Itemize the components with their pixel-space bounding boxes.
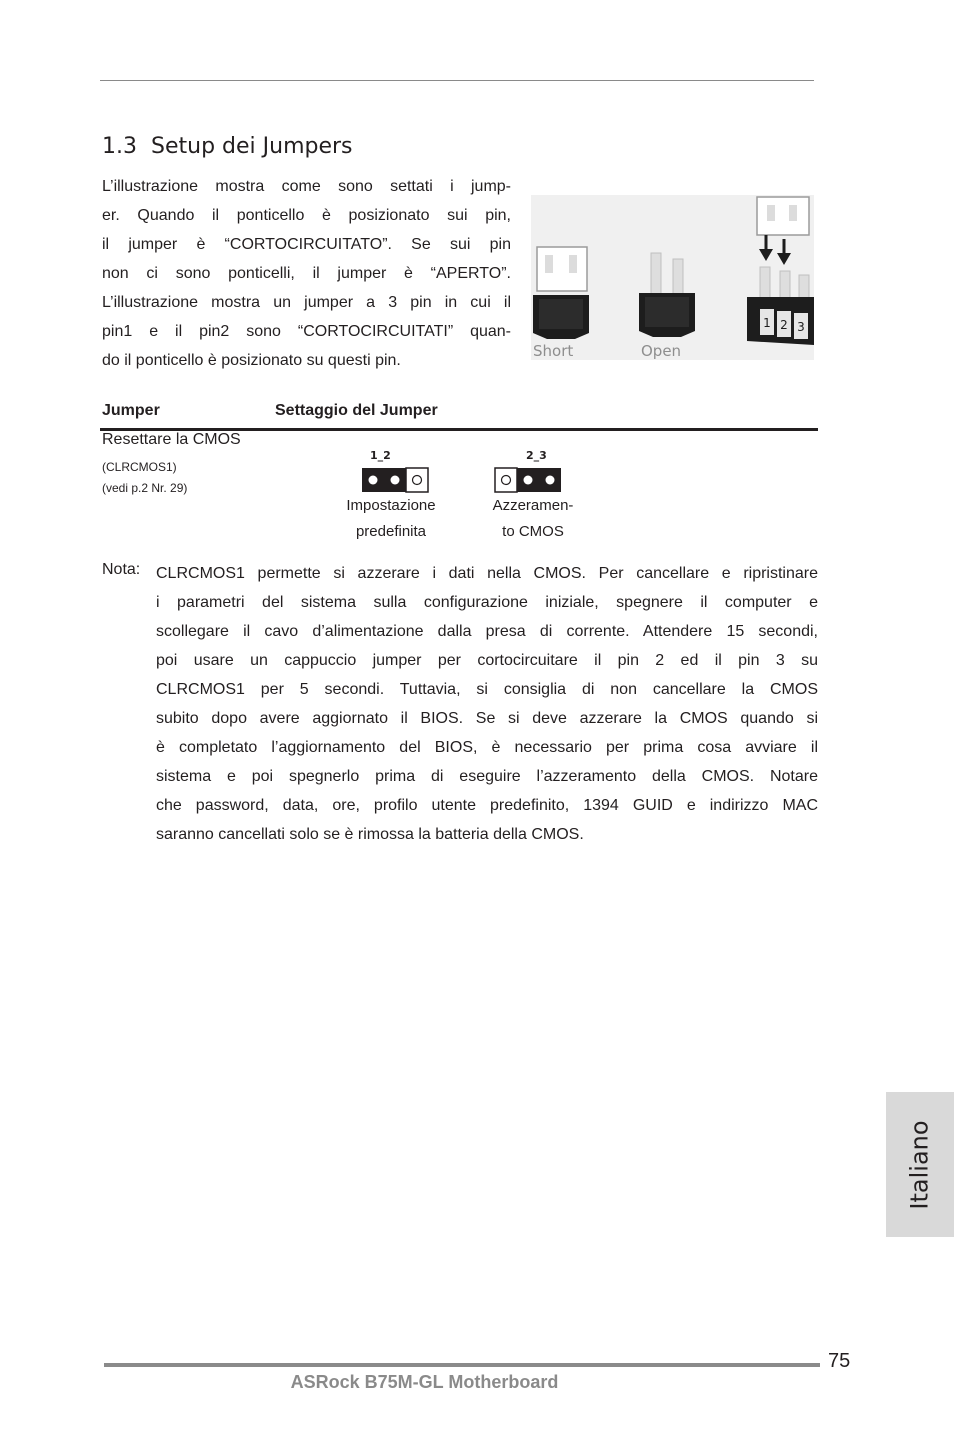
open-jumper-graphic (639, 253, 695, 337)
section-heading (102, 134, 353, 159)
caption-line: predefinita (355, 523, 427, 540)
intro-paragraph (102, 172, 511, 375)
pin-2-label: 2 (780, 318, 788, 332)
caption-line: Impostazione (346, 497, 436, 514)
intro-line: L’illustrazione mostra come sono settati i jump- (102, 178, 511, 195)
jumper-illustration (531, 195, 814, 360)
note-line: subito dopo avere aggiornato il BIOS. Se si deve azzerare la CMOS quando si (156, 710, 818, 727)
intro-line: do il ponticello è posizionato su questi pin. (102, 352, 401, 369)
pin-1-label: 1 (763, 316, 771, 330)
intro-line: non ci sono ponticelli, il jumper è “APERTO”. (102, 265, 511, 282)
table-header-jumper: Jumper (102, 402, 160, 419)
section-title: Setup dei Jumpers (151, 134, 353, 159)
pin-3-label: 3 (797, 320, 805, 334)
note-line: che password, data, ore, profilo utente predefinito, 1394 GUID e indirizzo MAC (156, 797, 818, 814)
intro-line: L’illustrazione mostra un jumper a 3 pin in cui il (102, 294, 511, 311)
section-number: 1.3 (102, 134, 137, 159)
top-rule (100, 80, 814, 81)
short-jumper-graphic (533, 247, 589, 339)
three-pin-jumper-graphic (747, 197, 814, 345)
caption-line: Azzeramen- (492, 497, 574, 514)
intro-line: il jumper è “CORTOCIRCUITATO”. Se sui pin (102, 236, 511, 253)
footer-title: ASRock B75M-GL Motherboard (290, 1372, 559, 1392)
jumper-name: Resettare la CMOS (102, 431, 241, 448)
note-line: saranno cancellati solo se è rimossa la batteria della CMOS. (156, 826, 584, 843)
intro-line: er. Quando il ponticello è posizionato sui pin, (102, 207, 511, 224)
page-number: 75 (828, 1350, 851, 1372)
pins-1-2-label: 1_2 (370, 449, 391, 462)
jumper-2-3-icon (494, 467, 562, 493)
open-label: Open (641, 342, 682, 360)
table-header-setting: Settaggio del Jumper (275, 402, 438, 419)
setting-default-caption (326, 493, 456, 545)
setting-clear-caption (468, 493, 598, 545)
note-paragraph (156, 559, 818, 849)
note-line: CLRCMOS1 per 5 secondi. Tuttavia, si consiglia di non cancellare la CMOS (156, 681, 818, 698)
note-line: CLRCMOS1 permette si azzerare i dati nella CMOS. Per cancellare e ripristinare (156, 565, 818, 582)
pins-2-3-label: 2_3 (526, 449, 547, 462)
jumper-id: (CLRCMOS1) (102, 460, 177, 474)
short-label: Short (533, 342, 574, 360)
language-tab-label-wrap (886, 1092, 954, 1237)
note-line: scollegare il cavo d’alimentazione dalla presa di corrente. Attendere 15 secondi, (156, 623, 818, 640)
jumper-1-2-icon (361, 467, 429, 493)
caption-line: to CMOS (502, 523, 564, 540)
note-line: sistema e poi spegnerlo prima di eseguire l’azzeramento della CMOS. Notare (156, 768, 818, 785)
note-line: poi usare un cappuccio jumper per cortocircuitare il pin 2 ed il pin 3 su (156, 652, 818, 669)
note-line: i parametri del sistema sulla configurazione iniziale, spegnere il computer e (156, 594, 818, 611)
note-label: Nota: (102, 561, 141, 578)
jumper-illustration-svg (531, 195, 814, 360)
footer-rule (104, 1363, 820, 1367)
intro-line: pin1 e il pin2 sono “CORTOCIRCUITATI” quan- (102, 323, 511, 340)
jumper-reference: (vedi p.2 Nr. 29) (102, 481, 188, 495)
language-tab-label: Italiano (906, 1119, 935, 1210)
note-line: è completato l’aggiornamento del BIOS, è necessario per prima cosa avviare il (156, 739, 818, 756)
